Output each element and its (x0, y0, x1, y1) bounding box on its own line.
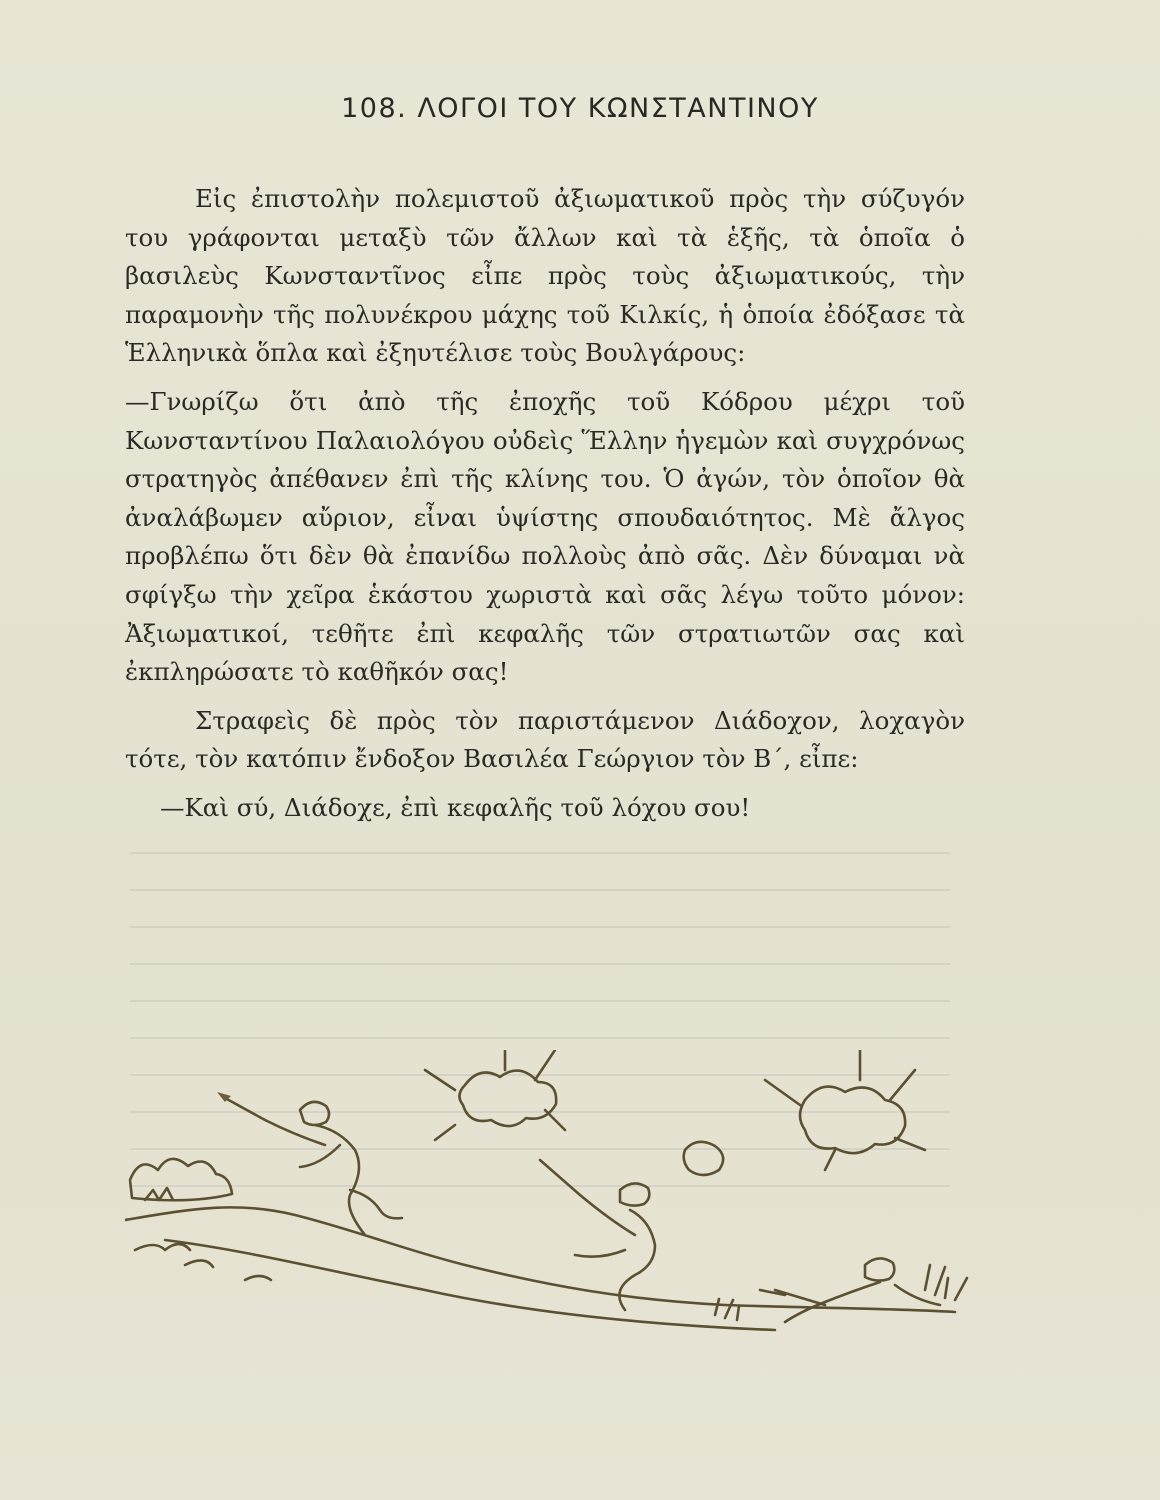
article-body (125, 180, 965, 828)
page-title: 108. ΛΟΓΟΙ ΤΟΥ ΚΩΝΣΤΑΝΤΙΝΟΥ (341, 93, 819, 124)
paragraph-turn: Στραφεὶς δὲ πρὸς τὸν παριστάμενον Διάδοχον, λοχαγὸν τότε, τὸν κατόπιν ἔνδοξον Βασιλέα Γεώργιον τὸν Β΄, εἶπε: (125, 705, 965, 774)
paragraph-intro: Εἰς ἐπιστολὴν πολεμιστοῦ ἀξιωματικοῦ πρὸς τὴν σύζυγόν του γράφονται μεταξὺ τῶν ἄλλων καὶ τὰ ἑξῆς, τὰ ὁποῖα ὁ βασιλεὺς Κωνσταντῖνος εἶπε πρὸς τοὺς ἀξιωματικούς, τὴν παραμονὴν τῆς πολυνέκρου μάχης τοῦ Κιλκίς, ἡ ὁποία ἐδόξασε τὰ Ἑλληνικὰ ὅπλα καὶ ἐξηυτέλισε τοὺς Βουλγάρους: (125, 184, 965, 368)
paragraph-final: —Καὶ σύ, Διάδοχε, ἐπὶ κεφαλῆς τοῦ λόχου σου! (160, 792, 751, 822)
battle-illustration (125, 1050, 975, 1350)
paragraph-speech: —Γνωρίζω ὅτι ἀπὸ τῆς ἐποχῆς τοῦ Κόδρου μέχρι τοῦ Κωνσταντίνου Παλαιολόγου οὐδεὶς Ἕλλην ἡγεμὼν καὶ συγχρόνως στρατηγὸς ἀπέθανεν ἐπὶ τῆς κλίνης του. Ὁ ἀγών, τὸν ὁποῖον θὰ ἀναλάβωμεν αὔριον, εἶναι ὑψίστης σπουδαιότητος. Μὲ ἄλγος προβλέπω ὅτι δὲν θὰ ἐπανίδω πολλοὺς ἀπὸ σᾶς. Δὲν δύναμαι νὰ σφίγξω τὴν χεῖρα ἑκάστου χωριστὰ καὶ σᾶς λέγω τοῦτο μόνον: Ἀξιωματικοί, τεθῆτε ἐπὶ κεφαλῆς τῶν στρατιωτῶν σας καὶ ἐκπληρώσατε τὸ καθῆκόν σας! (125, 386, 965, 687)
